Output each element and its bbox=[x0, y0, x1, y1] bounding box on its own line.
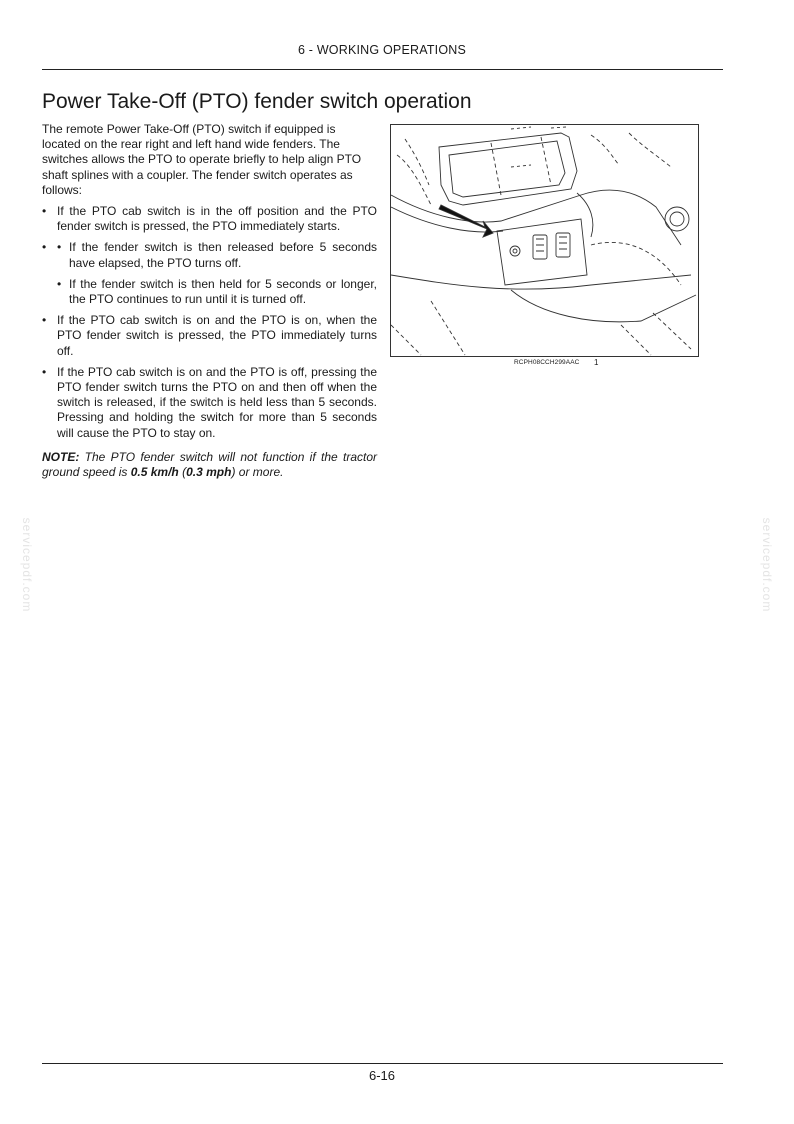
bullet-icon: • bbox=[42, 204, 47, 219]
bullet-icon: • bbox=[42, 364, 47, 379]
sub-bullet-icon: • bbox=[57, 276, 62, 291]
bullet-icon: • bbox=[42, 240, 47, 255]
footer-rule bbox=[42, 1063, 723, 1064]
note-text: The PTO fender switch will not function if the tractor ground speed is bbox=[42, 449, 377, 480]
list-item-text: If the PTO cab switch is in the off position and the PTO fender switch is pressed, the PTO immediately starts. bbox=[57, 204, 377, 234]
list-item-text: If the PTO cab switch is on and the PTO is on, when the PTO fender switch is pressed, the PTO immediately turns off. bbox=[57, 313, 377, 358]
figure-number: 1 bbox=[594, 358, 599, 367]
header-rule bbox=[42, 69, 723, 70]
page-number: 6-16 bbox=[368, 1068, 396, 1083]
fender-switch-drawing-icon bbox=[391, 125, 698, 356]
bullet-list bbox=[42, 204, 377, 441]
note-label: NOTE: bbox=[42, 449, 80, 464]
note-text: ) or more. bbox=[231, 465, 284, 480]
speed-mph: 0.3 mph bbox=[186, 465, 232, 480]
watermark-left: servicepdf.com bbox=[20, 517, 34, 613]
list-item bbox=[42, 365, 377, 441]
sub-bullet-icon: • bbox=[57, 240, 62, 255]
list-item-text: If the PTO cab switch is on and the PTO is off, pressing the PTO fender switch turns the PTO on and then off when the switch is released, if the switch is held less than 5 seconds. Pressing and holding the switch for more than 5 seconds will cause the PTO to stay on. bbox=[57, 364, 377, 440]
list-item bbox=[42, 313, 377, 359]
list-item bbox=[42, 277, 377, 307]
list-item-text: If the fender switch is then held for 5 seconds or longer, the PTO continues to run until it is turned off. bbox=[69, 276, 377, 307]
note-paragraph bbox=[42, 450, 377, 480]
page-title: Power Take-Off (PTO) fender switch operation bbox=[42, 90, 472, 113]
body-text-column bbox=[42, 122, 377, 480]
list-item bbox=[42, 240, 377, 270]
speed-kmh: 0.5 km/h bbox=[130, 465, 179, 480]
bullet-icon: • bbox=[42, 313, 47, 328]
list-item bbox=[42, 204, 377, 234]
watermark-right: servicepdf.com bbox=[760, 517, 774, 613]
figure-caption: RCPH08CCH299AAC bbox=[514, 359, 580, 366]
section-header: 6 - WORKING OPERATIONS bbox=[297, 43, 467, 57]
note-text: ( bbox=[178, 465, 187, 480]
intro-paragraph: The remote Power Take-Off (PTO) switch if equipped is located on the rear right and left hand wide fenders. The switches allows the PTO to operate briefly to help align PTO shaft splines with a coupler. The fender switch operates as follows: bbox=[42, 122, 362, 197]
list-item-text: If the fender switch is then released before 5 seconds have elapsed, the PTO turns off. bbox=[69, 240, 377, 270]
fender-switch-illustration bbox=[390, 124, 699, 357]
